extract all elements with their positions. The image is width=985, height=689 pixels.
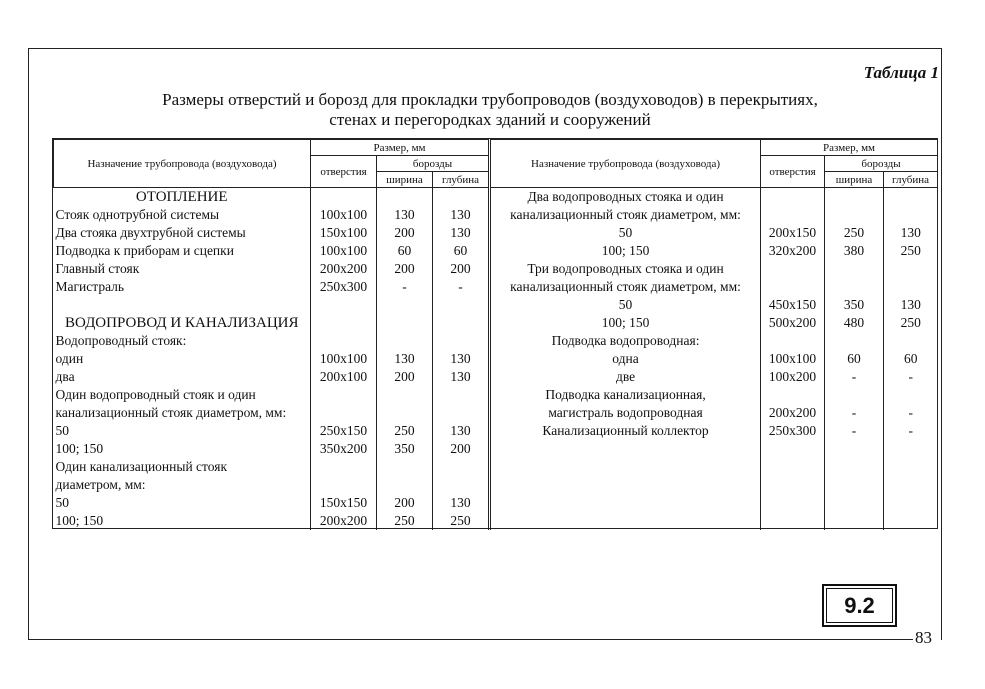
purpose-cell-right: магистраль водопроводная xyxy=(490,404,761,422)
groove-depth-cell-right: - xyxy=(908,405,914,420)
purpose-cell-left: Подводка к приборам и сцепки xyxy=(54,242,311,260)
hole-cell-left xyxy=(311,386,377,404)
hole-cell-right xyxy=(761,440,825,458)
groove-depth-cell-right xyxy=(884,188,938,207)
hole-cell-right xyxy=(761,494,825,512)
hole-cell-left: 200x200 xyxy=(311,260,377,278)
hole-cell-left: 150x150 xyxy=(311,494,377,512)
groove-width-cell-right: 350 xyxy=(825,296,884,314)
hole-cell-right: 500x200 xyxy=(761,314,825,332)
purpose-cell-left: 50 xyxy=(54,494,311,512)
purpose-cell-left: Главный стояк xyxy=(54,260,311,278)
table-row xyxy=(54,332,938,350)
purpose-cell-left: канализационный стояк диаметром, мм: xyxy=(54,404,311,422)
groove-width-cell-right: 480 xyxy=(825,314,884,332)
groove-depth-cell-right xyxy=(884,458,938,476)
purpose-cell-right: две xyxy=(490,368,761,386)
groove-depth-cell-left: 130 xyxy=(433,224,490,242)
purpose-cell-left: 100; 150 xyxy=(54,512,311,530)
groove-depth-cell-left xyxy=(433,314,490,332)
table-row xyxy=(54,458,938,476)
groove-depth-cell-left: 200 xyxy=(433,440,490,458)
purpose-cell-right xyxy=(490,476,761,494)
groove-depth-cell-left xyxy=(433,404,490,422)
hole-cell-left: 200x200 xyxy=(311,512,377,530)
table-row xyxy=(54,206,938,224)
groove-width-cell-right xyxy=(825,512,884,530)
groove-depth-cell-right: 130 xyxy=(900,297,921,312)
groove-width-cell-left: 130 xyxy=(377,350,433,368)
groove-width-cell-left xyxy=(377,296,433,314)
purpose-cell-right: Подводка канализационная, xyxy=(490,386,761,404)
groove-width-cell-right xyxy=(825,332,884,350)
groove-width-cell-right xyxy=(825,386,884,404)
groove-width-cell-left: 60 xyxy=(377,242,433,260)
hole-cell-right: 320x200 xyxy=(761,242,825,260)
purpose-cell-right xyxy=(490,512,761,530)
section-badge: 9.2 xyxy=(822,584,897,627)
groove-width-cell-right xyxy=(825,458,884,476)
purpose-cell-right: 100; 150 xyxy=(490,314,761,332)
header-width-left: ширина xyxy=(377,172,433,188)
groove-depth-cell-left xyxy=(433,476,490,494)
groove-width-cell-right xyxy=(825,188,884,207)
table-title xyxy=(60,90,920,130)
groove-depth-cell-right xyxy=(884,494,938,512)
header-size-right: Размер, мм xyxy=(761,140,938,156)
header-depth-right: глубина xyxy=(884,172,938,188)
purpose-cell-right: 50 xyxy=(490,224,761,242)
groove-depth-cell-right: 60 xyxy=(904,351,918,366)
groove-width-cell-left: 250 xyxy=(377,422,433,440)
hole-cell-right xyxy=(761,386,825,404)
groove-width-cell-left xyxy=(377,458,433,476)
groove-depth-cell-right xyxy=(884,440,938,458)
groove-width-cell-right xyxy=(825,260,884,278)
purpose-cell-left: Два стояка двухтрубной системы xyxy=(54,224,311,242)
purpose-cell-left: диаметром, мм: xyxy=(54,476,311,494)
purpose-cell-right: Два водопроводных стояка и один xyxy=(490,188,761,207)
hole-cell-left xyxy=(311,476,377,494)
purpose-cell-right: одна xyxy=(490,350,761,368)
groove-depth-cell-left: 130 xyxy=(433,368,490,386)
header-width-right: ширина xyxy=(825,172,884,188)
purpose-cell-right: 50 xyxy=(490,296,761,314)
header-grooves-left: борозды xyxy=(377,156,490,172)
groove-width-cell-left xyxy=(377,386,433,404)
groove-depth-cell-left: - xyxy=(433,278,490,296)
groove-depth-cell-right xyxy=(884,206,938,224)
groove-depth-cell-left xyxy=(433,296,490,314)
groove-width-cell-left: 200 xyxy=(377,494,433,512)
groove-width-cell-left: 200 xyxy=(377,368,433,386)
groove-width-cell-right xyxy=(825,278,884,296)
table-row xyxy=(54,440,938,458)
groove-width-cell-left: 250 xyxy=(377,512,433,530)
table-row xyxy=(54,296,938,314)
title-line-1: Размеры отверстий и борозд для прокладки трубопроводов (воздуховодов) в перекрытиях, xyxy=(162,90,818,109)
header-purpose-right: Назначение трубопровода (воздуховода) xyxy=(490,140,761,188)
purpose-cell-right: Канализационный коллектор xyxy=(490,422,761,440)
hole-cell-right: 200x200 xyxy=(761,404,825,422)
groove-width-cell-right xyxy=(825,494,884,512)
purpose-cell-right: 100; 150 xyxy=(490,242,761,260)
page-number: 83 xyxy=(915,628,932,647)
table-row xyxy=(54,188,938,207)
groove-width-cell-right: - xyxy=(825,404,884,422)
hole-cell-right xyxy=(761,476,825,494)
hole-cell-left: 250x150 xyxy=(311,422,377,440)
purpose-cell-left: Водопроводный стояк: xyxy=(54,332,311,350)
groove-depth-cell-right xyxy=(884,332,938,350)
table-row xyxy=(54,224,938,242)
groove-depth-cell-left: 200 xyxy=(433,260,490,278)
hole-cell-left: 100x100 xyxy=(311,206,377,224)
groove-depth-cell-left: 60 xyxy=(433,242,490,260)
hole-cell-right xyxy=(761,458,825,476)
groove-depth-cell-right xyxy=(884,260,938,278)
groove-depth-cell-left xyxy=(433,332,490,350)
table-row xyxy=(54,512,938,530)
purpose-cell-left: ОТОПЛЕНИЕ xyxy=(54,188,311,207)
purpose-cell-left: Один водопроводный стояк и один xyxy=(54,386,311,404)
purpose-cell-right xyxy=(490,440,761,458)
groove-depth-cell-left: 250 xyxy=(433,512,490,530)
purpose-cell-right xyxy=(490,458,761,476)
purpose-cell-right: канализационный стояк диаметром, мм: xyxy=(490,278,761,296)
groove-depth-cell-right xyxy=(884,278,938,296)
hole-cell-left xyxy=(311,332,377,350)
groove-width-cell-left: 200 xyxy=(377,260,433,278)
purpose-cell-left: 50 xyxy=(54,422,311,440)
hole-cell-right: 100x200 xyxy=(761,368,825,386)
groove-depth-cell-right xyxy=(884,386,938,404)
groove-depth-cell-right xyxy=(884,512,938,530)
table-row xyxy=(54,350,938,368)
groove-width-cell-left: 130 xyxy=(377,206,433,224)
purpose-cell-left xyxy=(54,296,311,314)
hole-cell-right: 200x150 xyxy=(761,224,825,242)
table-row xyxy=(54,260,938,278)
groove-width-cell-right xyxy=(825,440,884,458)
hole-cell-right xyxy=(761,512,825,530)
hole-cell-left xyxy=(311,458,377,476)
groove-width-cell-left xyxy=(377,188,433,207)
table-caption: Таблица 1 xyxy=(863,63,939,82)
hole-cell-left: 100x100 xyxy=(311,350,377,368)
purpose-cell-right: Три водопроводных стояка и один xyxy=(490,260,761,278)
purpose-cell-right: канализационный стояк диаметром, мм: xyxy=(490,206,761,224)
groove-width-cell-left: 350 xyxy=(377,440,433,458)
groove-depth-cell-left: 130 xyxy=(433,494,490,512)
table-row xyxy=(54,368,938,386)
header-depth-left: глубина xyxy=(433,172,490,188)
dimensions-table xyxy=(52,138,938,529)
groove-depth-cell-left xyxy=(433,386,490,404)
header-grooves-right: борозды xyxy=(825,156,938,172)
hole-cell-left: 250x300 xyxy=(311,278,377,296)
bottom-rule xyxy=(28,639,913,640)
hole-cell-right xyxy=(761,188,825,207)
groove-width-cell-left xyxy=(377,476,433,494)
header-purpose-left: Назначение трубопровода (воздуховода) xyxy=(54,140,311,188)
table-row xyxy=(54,494,938,512)
groove-width-cell-right: - xyxy=(825,422,884,440)
groove-width-cell-left xyxy=(377,404,433,422)
groove-width-cell-right xyxy=(825,206,884,224)
hole-cell-left: 350x200 xyxy=(311,440,377,458)
groove-depth-cell-left: 130 xyxy=(433,206,490,224)
hole-cell-right: 450x150 xyxy=(761,296,825,314)
groove-depth-cell-left xyxy=(433,458,490,476)
table-row xyxy=(54,242,938,260)
hole-cell-left xyxy=(311,188,377,207)
table-row xyxy=(54,386,938,404)
purpose-cell-left: ВОДОПРОВОД И КАНАЛИЗАЦИЯ xyxy=(54,314,311,332)
groove-width-cell-right: 250 xyxy=(825,224,884,242)
hole-cell-left xyxy=(311,296,377,314)
hole-cell-left xyxy=(311,404,377,422)
hole-cell-left: 100x100 xyxy=(311,242,377,260)
groove-depth-cell-left: 130 xyxy=(433,422,490,440)
purpose-cell-right: Подводка водопроводная: xyxy=(490,332,761,350)
purpose-cell-left: Один канализационный стояк xyxy=(54,458,311,476)
groove-width-cell-right: - xyxy=(825,368,884,386)
groove-depth-cell-right: 250 xyxy=(900,243,921,258)
groove-width-cell-right: 380 xyxy=(825,242,884,260)
groove-depth-cell-left: 130 xyxy=(433,350,490,368)
table-row xyxy=(54,476,938,494)
table-row xyxy=(54,314,938,332)
purpose-cell-right xyxy=(490,494,761,512)
groove-width-cell-left: - xyxy=(377,278,433,296)
groove-width-cell-left xyxy=(377,314,433,332)
hole-cell-left: 150x100 xyxy=(311,224,377,242)
purpose-cell-left: два xyxy=(54,368,311,386)
hole-cell-right xyxy=(761,332,825,350)
hole-cell-right xyxy=(761,206,825,224)
groove-width-cell-left: 200 xyxy=(377,224,433,242)
groove-width-cell-left xyxy=(377,332,433,350)
header-holes-right: отверстия xyxy=(761,156,825,188)
hole-cell-right xyxy=(761,260,825,278)
groove-depth-cell-right: 130 xyxy=(900,225,921,240)
groove-depth-cell-right: 250 xyxy=(900,315,921,330)
groove-depth-cell-right: - xyxy=(908,369,914,384)
table-row xyxy=(54,404,938,422)
table-row xyxy=(54,422,938,440)
header-size-left: Размер, мм xyxy=(311,140,490,156)
hole-cell-left: 200x100 xyxy=(311,368,377,386)
hole-cell-left xyxy=(311,314,377,332)
purpose-cell-left: Магистраль xyxy=(54,278,311,296)
groove-depth-cell-right: - xyxy=(908,423,914,438)
groove-depth-cell-right xyxy=(884,476,938,494)
groove-width-cell-right: 60 xyxy=(825,350,884,368)
purpose-cell-left: 100; 150 xyxy=(54,440,311,458)
hole-cell-right: 100x100 xyxy=(761,350,825,368)
purpose-cell-left: один xyxy=(54,350,311,368)
purpose-cell-left: Стояк однотрубной системы xyxy=(54,206,311,224)
groove-width-cell-right xyxy=(825,476,884,494)
hole-cell-right xyxy=(761,278,825,296)
header-holes-left: отверстия xyxy=(311,156,377,188)
table-row xyxy=(54,278,938,296)
groove-depth-cell-left xyxy=(433,188,490,207)
hole-cell-right: 250x300 xyxy=(761,422,825,440)
title-line-2: стенах и перегородках зданий и сооружений xyxy=(329,110,651,129)
